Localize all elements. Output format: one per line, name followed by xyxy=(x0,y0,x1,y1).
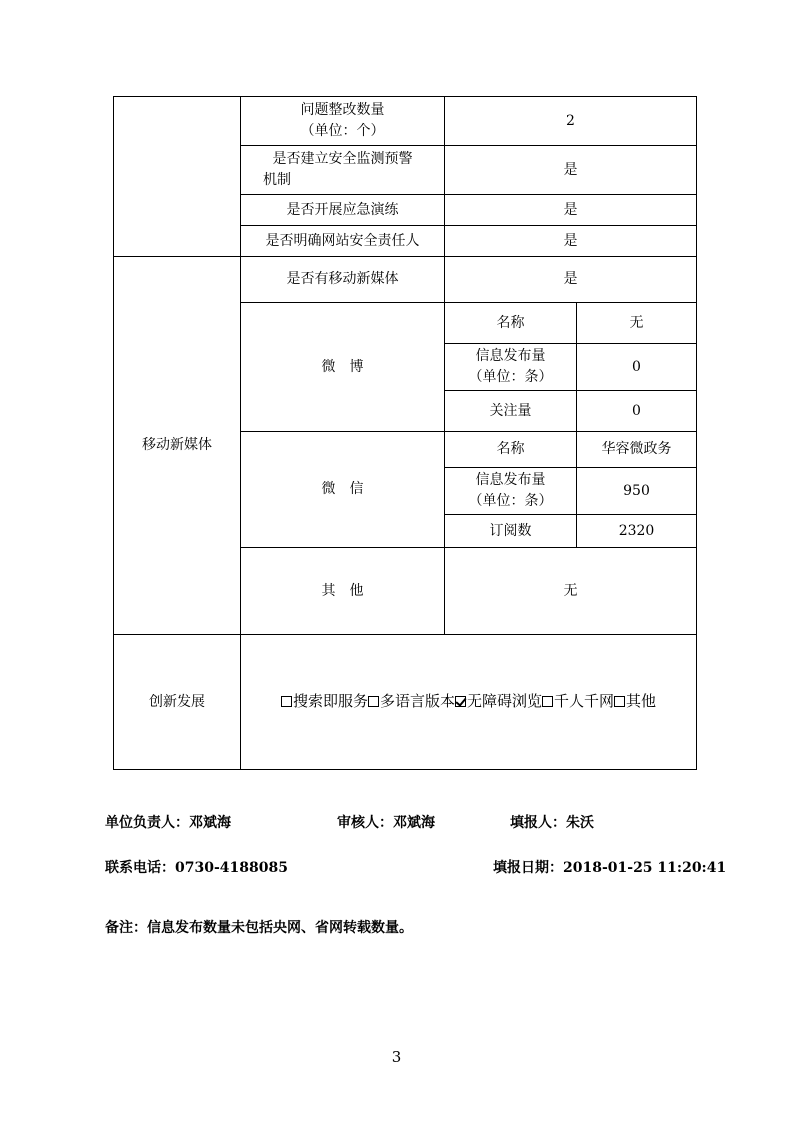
option-label: 多语言版本 xyxy=(379,692,455,710)
sub-label: 信息发布量 （单位：条） xyxy=(445,344,577,391)
sub-label: 关注量 xyxy=(445,391,577,432)
other-value: 无 xyxy=(445,548,697,635)
wechat-label: 微 信 xyxy=(241,432,445,548)
row-label: 是否明确网站安全责任人 xyxy=(241,226,445,257)
checkbox-icon[interactable] xyxy=(281,696,292,707)
row-label: 是否有移动新媒体 xyxy=(241,257,445,303)
page-number: 3 xyxy=(391,1048,402,1066)
checkbox-icon[interactable] xyxy=(542,696,553,707)
sub-value: 950 xyxy=(577,468,697,515)
option-label: 千人千网 xyxy=(554,692,615,710)
checked-checkbox-icon[interactable] xyxy=(455,696,466,707)
checkbox-icon[interactable] xyxy=(614,696,625,707)
row-value: 是 xyxy=(445,195,697,226)
sub-value: 华容微政务 xyxy=(577,432,697,468)
sub-label: 订阅数 xyxy=(445,515,577,548)
row-label: 是否建立安全监测预警 机制 xyxy=(241,146,445,195)
reviewer: 审核人：邓斌海 xyxy=(337,815,435,831)
table-row xyxy=(114,257,697,303)
other-label: 其 他 xyxy=(241,548,445,635)
sub-label: 名称 xyxy=(445,432,577,468)
sub-value: 2320 xyxy=(577,515,697,548)
sub-label: 信息发布量 （单位：条） xyxy=(445,468,577,515)
row-value: 是 xyxy=(445,146,697,195)
section-label-empty xyxy=(114,97,241,257)
sub-label: 名称 xyxy=(445,303,577,344)
checkbox-icon[interactable] xyxy=(368,696,379,707)
option-label: 搜索即服务 xyxy=(292,692,368,710)
innovation-options xyxy=(241,635,697,770)
unit-head: 单位负责人：邓斌海 xyxy=(105,815,231,831)
report-table xyxy=(113,96,697,770)
section-label: 创新发展 xyxy=(114,635,241,770)
weibo-label: 微 博 xyxy=(241,303,445,432)
table-row xyxy=(114,635,697,770)
row-label: 问题整改数量 （单位：个） xyxy=(241,97,445,146)
row-label: 是否开展应急演练 xyxy=(241,195,445,226)
sub-value: 无 xyxy=(577,303,697,344)
section-label: 移动新媒体 xyxy=(114,257,241,635)
filler: 填报人：朱沃 xyxy=(510,815,594,831)
sub-value: 0 xyxy=(577,344,697,391)
row-value: 是 xyxy=(445,257,697,303)
option-label: 无障碍浏览 xyxy=(467,692,543,710)
contact-phone: 联系电话：0730-4188085 xyxy=(105,860,288,876)
fill-date: 填报日期：2018-01-25 11:20:41 xyxy=(493,860,727,876)
row-value: 是 xyxy=(445,226,697,257)
option-label: 其他 xyxy=(626,692,657,710)
sub-value: 0 xyxy=(577,391,697,432)
note: 备注：信息发布数量未包括央网、省网转载数量。 xyxy=(105,920,413,936)
row-value: 2 xyxy=(445,97,697,146)
table-row xyxy=(114,97,697,146)
